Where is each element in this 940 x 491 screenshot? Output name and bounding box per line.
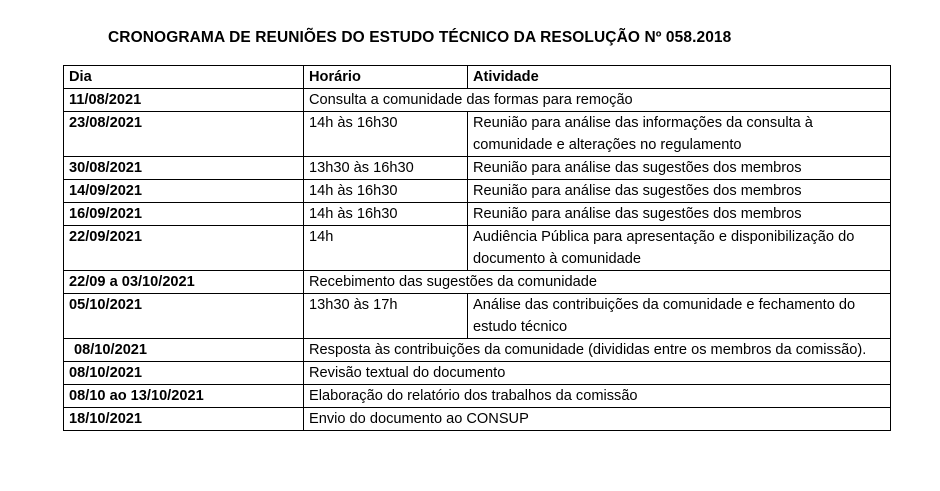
date-cell: 11/08/2021 bbox=[64, 89, 304, 112]
date-cell: 08/10/2021 bbox=[64, 339, 304, 362]
document-title: CRONOGRAMA DE REUNIÕES DO ESTUDO TÉCNICO DA RESOLUÇÃO Nº 058.2018 bbox=[108, 29, 732, 46]
table-row bbox=[64, 271, 891, 294]
time-cell: 14h às 16h30 bbox=[304, 203, 468, 226]
activity-cell: Reunião para análise das sugestões dos membros bbox=[468, 180, 891, 203]
activity-cell: Elaboração do relatório dos trabalhos da comissão bbox=[304, 385, 891, 408]
activity-cell: Reunião para análise das informações da consulta à comunidade e alterações no regulamento bbox=[468, 112, 891, 157]
date-cell: 22/09/2021 bbox=[64, 226, 304, 271]
date-cell: 05/10/2021 bbox=[64, 294, 304, 339]
activity-cell: Recebimento das sugestões da comunidade bbox=[304, 271, 891, 294]
time-cell: 13h30 às 16h30 bbox=[304, 157, 468, 180]
activity-cell: Reunião para análise das sugestões dos membros bbox=[468, 157, 891, 180]
column-header-activity: Atividade bbox=[468, 66, 891, 89]
date-cell: 16/09/2021 bbox=[64, 203, 304, 226]
table-row bbox=[64, 203, 891, 226]
table-row bbox=[64, 89, 891, 112]
date-cell: 14/09/2021 bbox=[64, 180, 304, 203]
table-row bbox=[64, 362, 891, 385]
date-cell: 08/10 ao 13/10/2021 bbox=[64, 385, 304, 408]
activity-cell: Reunião para análise das sugestões dos membros bbox=[468, 203, 891, 226]
time-cell: 14h bbox=[304, 226, 468, 271]
table-row bbox=[64, 294, 891, 339]
column-header-date: Dia bbox=[64, 66, 304, 89]
date-cell: 23/08/2021 bbox=[64, 112, 304, 157]
date-cell: 08/10/2021 bbox=[64, 362, 304, 385]
table-row bbox=[64, 339, 891, 362]
table-header-row bbox=[64, 66, 891, 89]
activity-cell: Análise das contribuições da comunidade e fechamento do estudo técnico bbox=[468, 294, 891, 339]
activity-cell: Resposta às contribuições da comunidade (divididas entre os membros da comissão). bbox=[304, 339, 891, 362]
date-cell: 30/08/2021 bbox=[64, 157, 304, 180]
table-row bbox=[64, 157, 891, 180]
table-row bbox=[64, 180, 891, 203]
schedule-table bbox=[63, 65, 891, 431]
time-cell: 14h às 16h30 bbox=[304, 112, 468, 157]
table-row bbox=[64, 385, 891, 408]
time-cell: 14h às 16h30 bbox=[304, 180, 468, 203]
date-cell: 18/10/2021 bbox=[64, 408, 304, 431]
activity-cell: Audiência Pública para apresentação e disponibilização do documento à comunidade bbox=[468, 226, 891, 271]
date-cell: 22/09 a 03/10/2021 bbox=[64, 271, 304, 294]
table-row bbox=[64, 408, 891, 431]
activity-cell: Revisão textual do documento bbox=[304, 362, 891, 385]
table-row bbox=[64, 226, 891, 271]
activity-cell: Envio do documento ao CONSUP bbox=[304, 408, 891, 431]
time-cell: 13h30 às 17h bbox=[304, 294, 468, 339]
column-header-time: Horário bbox=[304, 66, 468, 89]
table-row bbox=[64, 112, 891, 157]
activity-cell: Consulta a comunidade das formas para remoção bbox=[304, 89, 891, 112]
